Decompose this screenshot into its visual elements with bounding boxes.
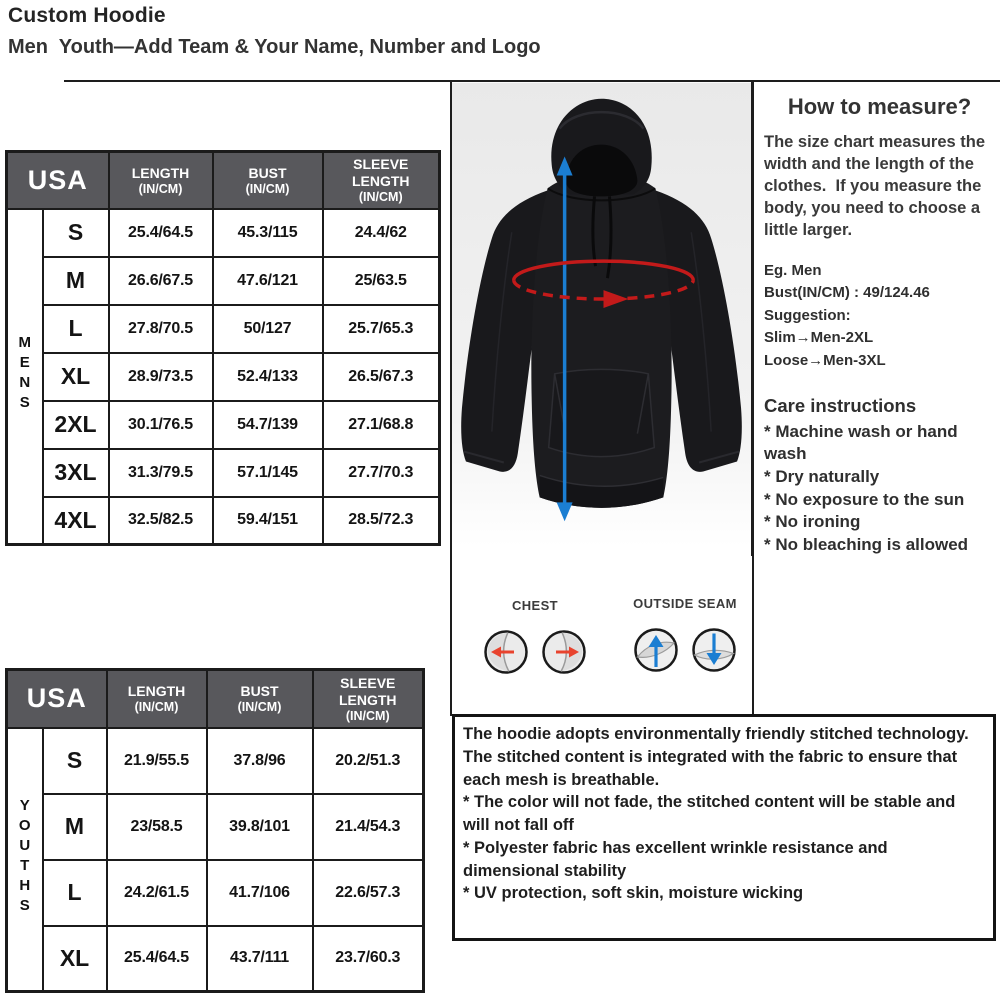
care-instructions-block xyxy=(764,394,995,556)
group-label-mens: MENS xyxy=(7,209,43,545)
size-cell: 2XL xyxy=(43,401,109,449)
table-row xyxy=(7,728,424,794)
size-cell: L xyxy=(43,860,107,926)
group-label-youths: YOUTHS xyxy=(7,728,43,992)
description-intro: The hoodie adopts environmentally friendly stitched technology. The stitched content is integrated with the fabric to ensure that each mesh is breathable. xyxy=(463,725,969,789)
sleeve-cell: 22.6/57.3 xyxy=(313,860,424,926)
mens-size-table xyxy=(5,150,441,546)
size-cell: 4XL xyxy=(43,497,109,545)
column-header-sleeve: SLEEVE LENGTH (IN/CM) xyxy=(313,670,424,728)
seam-arrow-up-icon xyxy=(633,627,679,673)
size-cell: M xyxy=(43,257,109,305)
youths-size-table xyxy=(5,668,425,993)
outside-seam-label: OUTSIDE SEAM xyxy=(633,596,737,611)
bust-cell: 41.7/106 xyxy=(207,860,313,926)
hoodie-image xyxy=(452,82,751,548)
hoodie-measure-illustration xyxy=(452,82,751,548)
size-example-block xyxy=(764,260,995,373)
length-cell: 26.6/67.5 xyxy=(109,257,213,305)
size-cell: XL xyxy=(43,926,107,992)
size-cell: XL xyxy=(43,353,109,401)
column-header-length: LENGTH (IN/CM) xyxy=(109,152,213,209)
care-item: * No bleaching is allowed xyxy=(764,534,969,554)
care-item: * Dry naturally xyxy=(764,467,880,486)
table-row xyxy=(7,794,424,860)
column-header-sleeve: SLEEVE LENGTH (IN/CM) xyxy=(323,152,440,209)
how-to-measure-panel xyxy=(764,94,995,556)
care-item: * No exposure to the sun xyxy=(764,489,965,509)
product-title: Custom Hoodie xyxy=(8,4,166,27)
table-row xyxy=(7,353,440,401)
sleeve-cell: 26.5/67.3 xyxy=(323,353,440,401)
region-header-cell: USA xyxy=(7,670,107,728)
fabric-arrow-left-icon xyxy=(483,629,529,675)
description-bullet: * UV protection, soft skin, moisture wicking xyxy=(463,884,804,903)
care-item: * No ironing xyxy=(764,512,861,532)
sleeve-cell: 25/63.5 xyxy=(323,257,440,305)
product-description-box xyxy=(452,714,996,941)
table-row xyxy=(7,497,440,545)
measure-diagram xyxy=(452,556,752,714)
length-cell: 28.9/73.5 xyxy=(109,353,213,401)
product-subtitle: Men Youth—Add Team & Your Name, Number and Logo xyxy=(8,36,541,58)
bust-cell: 50/127 xyxy=(213,305,323,353)
size-cell: S xyxy=(43,728,107,794)
header xyxy=(8,4,768,59)
sleeve-cell: 28.5/72.3 xyxy=(323,497,440,545)
bust-cell: 54.7/139 xyxy=(213,401,323,449)
sleeve-cell: 27.1/68.8 xyxy=(323,401,440,449)
bust-cell: 43.7/111 xyxy=(207,926,313,992)
table-row xyxy=(7,449,440,497)
length-cell: 23/58.5 xyxy=(107,794,207,860)
column-header-length: LENGTH (IN/CM) xyxy=(107,670,207,728)
sleeve-cell: 25.7/65.3 xyxy=(323,305,440,353)
table-row xyxy=(7,401,440,449)
chest-label: CHEST xyxy=(511,598,559,613)
bust-cell: 47.6/121 xyxy=(213,257,323,305)
sleeve-cell: 23.7/60.3 xyxy=(313,926,424,992)
size-cell: L xyxy=(43,305,109,353)
length-cell: 27.8/70.5 xyxy=(109,305,213,353)
sleeve-cell: 20.2/51.3 xyxy=(313,728,424,794)
size-cell: S xyxy=(43,209,109,257)
care-instructions-heading: Care instructions xyxy=(764,395,917,417)
table-row xyxy=(7,257,440,305)
bust-cell: 57.1/145 xyxy=(213,449,323,497)
example-line: Suggestion: xyxy=(764,306,851,324)
how-to-measure-body: The size chart measures the width and the length of the clothes. If you measure the body, you need to choose a little larger. xyxy=(764,133,990,239)
chest-diagram-group xyxy=(470,598,600,675)
size-cell: 3XL xyxy=(43,449,109,497)
length-cell: 30.1/76.5 xyxy=(109,401,213,449)
sleeve-cell: 21.4/54.3 xyxy=(313,794,424,860)
column-header-bust: BUST (IN/CM) xyxy=(207,670,313,728)
bust-cell: 39.8/101 xyxy=(207,794,313,860)
length-cell: 24.2/61.5 xyxy=(107,860,207,926)
column-header-bust: BUST (IN/CM) xyxy=(213,152,323,209)
example-line: Loose→Men-3XL xyxy=(764,351,886,369)
bust-cell: 37.8/96 xyxy=(207,728,313,794)
table-row xyxy=(7,209,440,257)
length-cell: 25.4/64.5 xyxy=(109,209,213,257)
table-row xyxy=(7,926,424,992)
table-row xyxy=(7,305,440,353)
sleeve-cell: 27.7/70.3 xyxy=(323,449,440,497)
region-header-cell: USA xyxy=(7,152,109,209)
length-cell: 21.9/55.5 xyxy=(107,728,207,794)
how-to-measure-heading: How to measure? xyxy=(787,94,972,119)
example-line: Eg. Men xyxy=(764,261,822,279)
example-line: Bust(IN/CM) : 49/124.46 xyxy=(764,284,930,302)
outside-seam-diagram-group xyxy=(620,596,750,673)
table-header-row xyxy=(7,670,424,728)
fabric-arrow-right-icon xyxy=(541,629,587,675)
bust-cell: 59.4/151 xyxy=(213,497,323,545)
table-header-row xyxy=(7,152,440,209)
care-item: * Machine wash or hand wash xyxy=(764,421,958,464)
description-bullet: * The color will not fade, the stitched content will be stable and will not fall off xyxy=(463,793,956,835)
length-cell: 25.4/64.5 xyxy=(107,926,207,992)
bust-cell: 52.4/133 xyxy=(213,353,323,401)
size-cell: M xyxy=(43,794,107,860)
sleeve-cell: 24.4/62 xyxy=(323,209,440,257)
description-bullet: * Polyester fabric has excellent wrinkle resistance and dimensional stability xyxy=(463,838,888,880)
length-cell: 31.3/79.5 xyxy=(109,449,213,497)
example-line: Slim→Men-2XL xyxy=(764,329,874,347)
table-row xyxy=(7,860,424,926)
length-cell: 32.5/82.5 xyxy=(109,497,213,545)
bust-cell: 45.3/115 xyxy=(213,209,323,257)
seam-arrow-down-icon xyxy=(691,627,737,673)
